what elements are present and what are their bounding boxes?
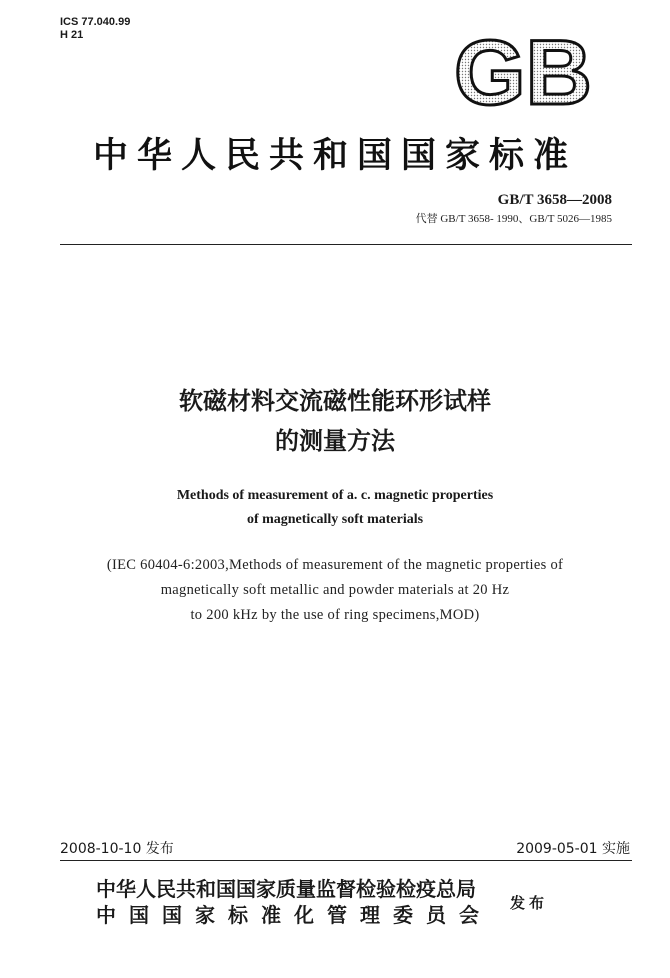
gb-logo — [452, 28, 594, 116]
iec-reference-line1: (IEC 60404-6:2003,Methods of measurement of the magnetic properties of — [106, 557, 564, 573]
title-en-line2: of magnetically soft materials — [246, 512, 424, 527]
iec-reference-line3: to 200 kHz by the use of ring specimens,MOD) — [190, 607, 480, 623]
iec-reference-line2: magnetically soft metallic and powder materials at 20 Hz — [160, 582, 510, 598]
ccs-code: H 21 — [60, 29, 84, 41]
title-cn-line1: 软磁材料交流磁性能环形试样 — [179, 387, 491, 415]
footer-divider — [60, 860, 632, 861]
classification-codes — [60, 16, 130, 42]
issuer-aqsiq: 中华人民共和国国家质量监督检验检疫总局 — [96, 877, 476, 901]
gb-logo-text: GB — [454, 28, 592, 116]
title-cn-line2: 的测量方法 — [275, 427, 395, 455]
ics-code: ICS 77.040.99 — [60, 16, 131, 28]
issue-date: 2008-10-10 发布 — [60, 841, 174, 857]
issuer-sac: 中国国家标准化管理委员会 — [96, 903, 492, 927]
title-en-line1: Methods of measurement of a. c. magnetic properties — [176, 488, 494, 503]
implementation-date: 2009-05-01 实施 — [516, 841, 630, 857]
replaces-note: 代替 GB/T 3658- 1990、GB/T 5026—1985 — [415, 213, 612, 225]
issuing-authorities — [96, 876, 492, 928]
header-divider — [60, 244, 632, 245]
standard-number: GB/T 3658—2008 — [497, 192, 612, 208]
national-standard-heading: 中华人民共和国国家标准 — [92, 135, 577, 176]
publish-label: 发布 — [510, 894, 549, 912]
